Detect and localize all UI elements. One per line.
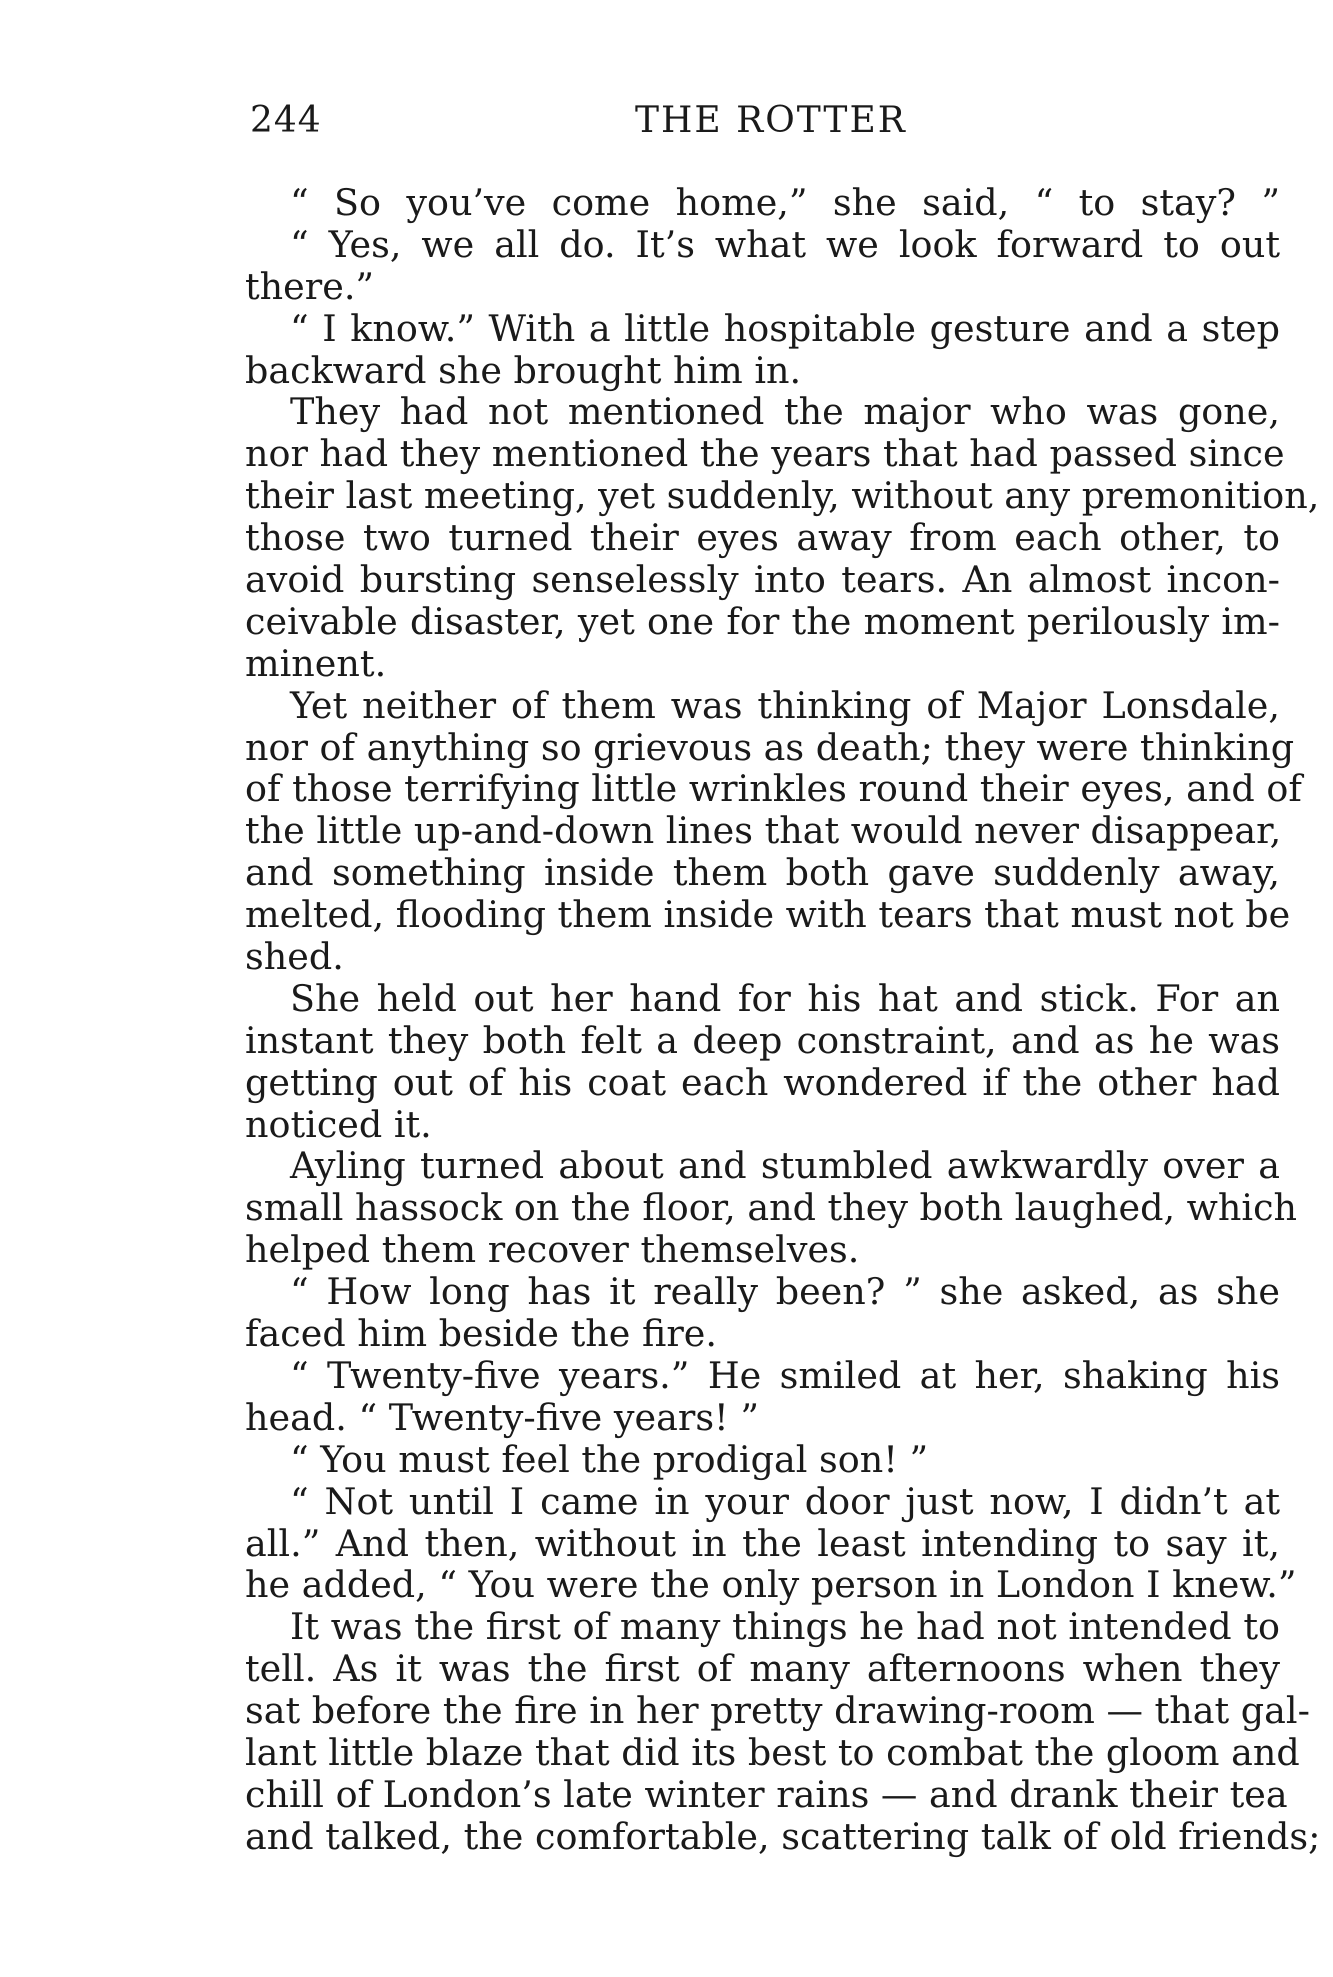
- text-line: their last meeting, yet suddenly, without any premonition,: [245, 474, 1320, 518]
- text-line: “ Twenty-five years.” He smiled at her, shaking his: [290, 1353, 1280, 1397]
- text-line: “ Yes, we all do. It’s what we look forward to out: [290, 222, 1280, 266]
- text-line: lant little blaze that did its best to combat the gloom and: [245, 1730, 1300, 1774]
- text-line: chill of London’s late winter rains — and drank their tea: [245, 1772, 1288, 1816]
- text-line: sat before the fire in her pretty drawing-room — that gal-: [245, 1689, 1310, 1733]
- text-line: minent.: [245, 641, 387, 685]
- text-line: It was the first of many things he had not intended to: [290, 1605, 1280, 1649]
- text-line: small hassock on the floor, and they both laughed, which: [245, 1186, 1298, 1230]
- text-line: “ You must feel the prodigal son! ”: [290, 1437, 929, 1481]
- text-line: getting out of his coat each wondered if the other had: [245, 1060, 1280, 1104]
- text-line: avoid bursting senselessly into tears. An almost incon-: [245, 558, 1280, 602]
- text-line: “ How long has it really been? ” she asked, as she: [290, 1270, 1280, 1314]
- text-line: melted, flooding them inside with tears that must not be: [245, 893, 1291, 937]
- text-line: he added, “ You were the only person in London I knew.”: [245, 1563, 1297, 1607]
- text-line: nor had they mentioned the years that had passed since: [245, 432, 1285, 476]
- text-line: “ I know.” With a little hospitable gesture and a step: [290, 306, 1280, 350]
- text-line: the little up-and-down lines that would never disappear,: [245, 809, 1282, 853]
- text-line: backward she brought him in.: [245, 348, 802, 392]
- text-line: all.” And then, without in the least intending to say it,: [245, 1521, 1280, 1565]
- text-line: head. “ Twenty-five years! ”: [245, 1395, 759, 1439]
- text-line: Yet neither of them was thinking of Major Lonsdale,: [290, 683, 1280, 727]
- text-line: shed.: [245, 935, 344, 979]
- body-text: [245, 181, 1321, 1858]
- text-line: ceivable disaster, yet one for the moment perilously im-: [245, 599, 1280, 643]
- text-line: of those terrifying little wrinkles round their eyes, and of: [245, 767, 1302, 811]
- page-header: [250, 100, 1280, 150]
- text-line: instant they both felt a deep constraint, and as he was: [245, 1018, 1280, 1062]
- text-line: tell. As it was the first of many afternoons when they: [245, 1647, 1280, 1691]
- text-line: Ayling turned about and stumbled awkwardly over a: [290, 1144, 1280, 1188]
- text-line: “ So you’ve come home,” she said, “ to stay? ”: [290, 181, 1280, 224]
- text-line: helped them recover themselves.: [245, 1228, 860, 1272]
- page-number: 244: [250, 100, 322, 141]
- text-line: She held out her hand for his hat and stick. For an: [290, 976, 1280, 1020]
- running-title: THE ROTTER: [635, 100, 907, 141]
- text-line: They had not mentioned the major who was gone,: [290, 390, 1280, 434]
- text-line: there.”: [245, 264, 375, 308]
- text-line: noticed it.: [245, 1102, 432, 1146]
- text-line: nor of anything so grievous as death; they were thinking: [245, 725, 1295, 769]
- text-line: those two turned their eyes away from each other, to: [245, 516, 1280, 560]
- text-line: and something inside them both gave suddenly away,: [245, 851, 1280, 895]
- text-line: faced him beside the fire.: [245, 1312, 717, 1356]
- text-line: and talked, the comfortable, scattering talk of old friends;: [245, 1814, 1321, 1858]
- text-line: “ Not until I came in your door just now, I didn’t at: [290, 1479, 1280, 1523]
